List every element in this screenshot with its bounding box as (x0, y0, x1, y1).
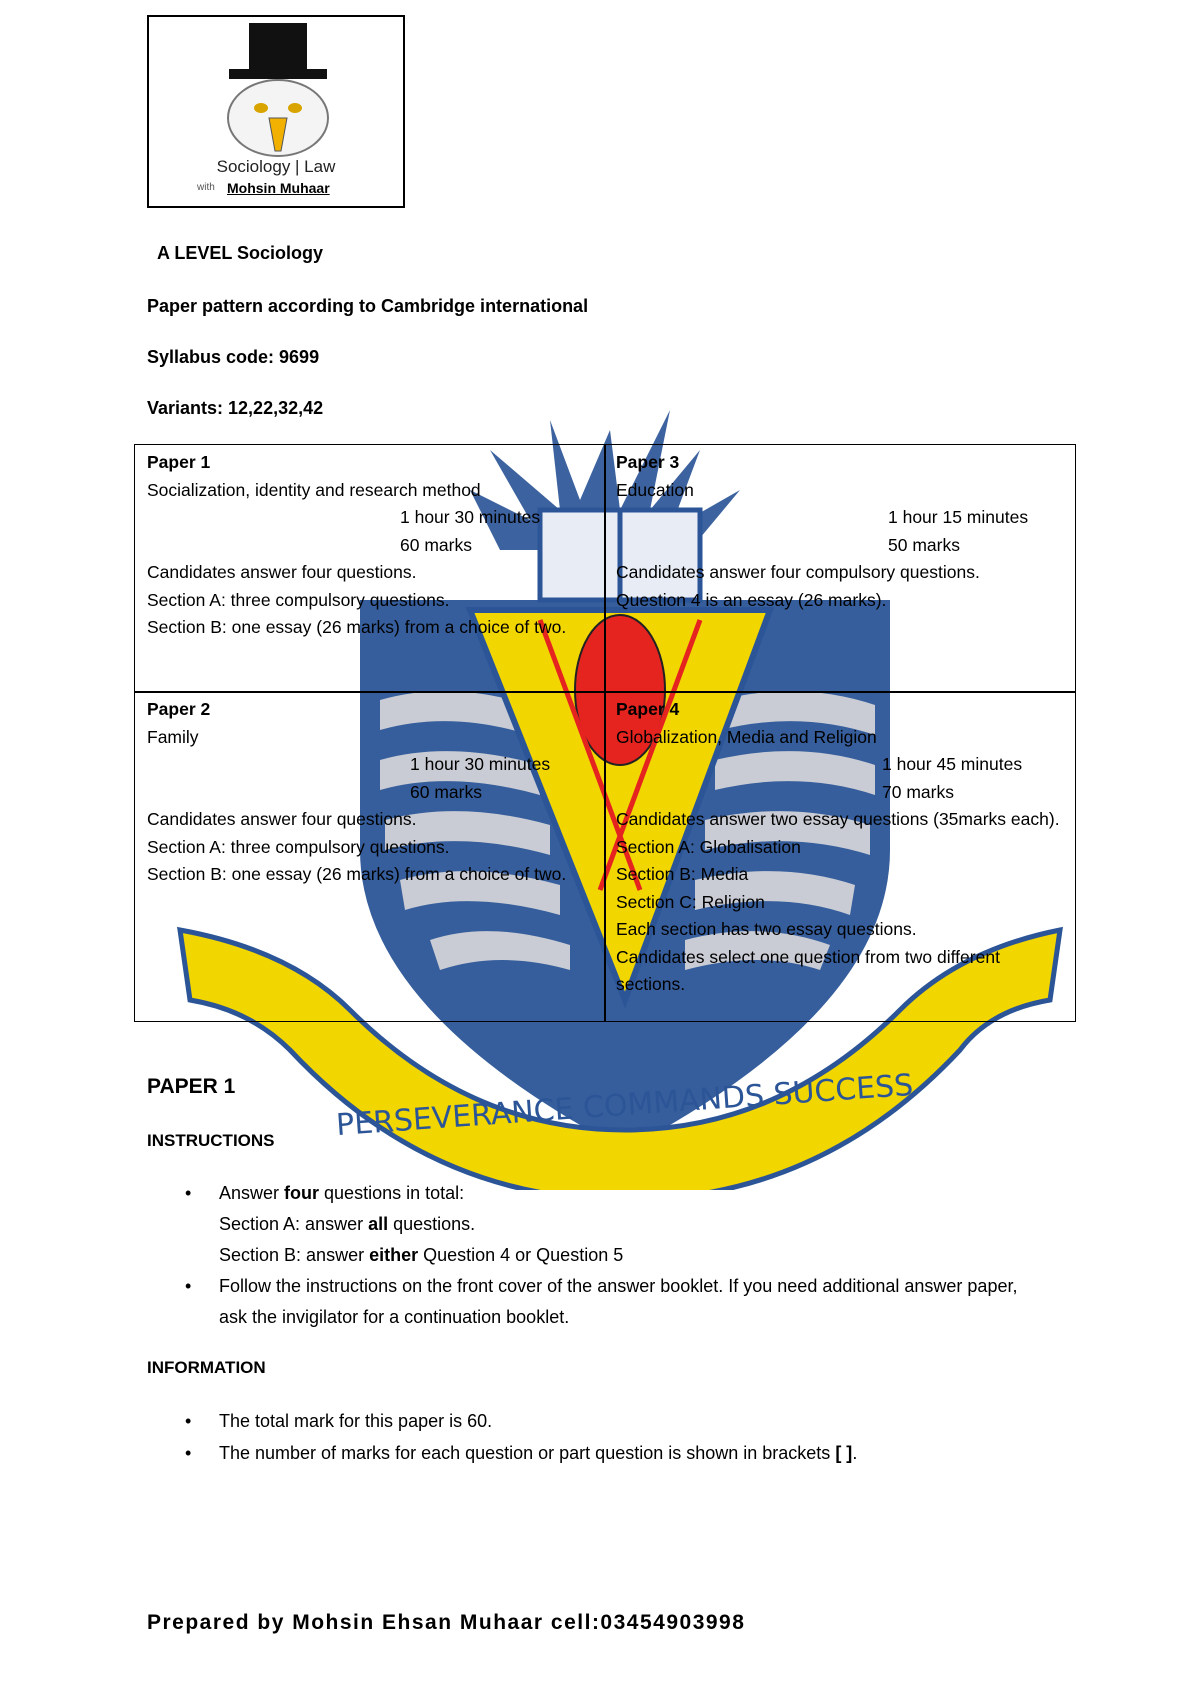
info-text: The total mark for this paper is 60. (219, 1411, 493, 1431)
text-run-bold: all (368, 1214, 389, 1234)
paper-name: Paper 2 (147, 699, 211, 719)
logo-box (147, 15, 405, 208)
eagle-logo-icon (219, 23, 337, 157)
text-run: questions in total: (319, 1183, 465, 1203)
logo-author: Mohsin Muhaar (227, 180, 330, 196)
motto-text: PERSEVERANCE COMMANDS SUCCESS (335, 1067, 915, 1144)
table-divider-vertical (604, 445, 606, 1021)
cell-paper-3 (616, 449, 1066, 614)
paper-detail-line: Section B: one essay (26 marks) from a choice of two. (147, 617, 567, 637)
information-list (147, 1405, 1047, 1469)
list-item (147, 1437, 1047, 1469)
text-run-bold: [ ] (835, 1443, 853, 1463)
paper-detail-line: Section B: Media (616, 864, 749, 884)
text-run: . (852, 1443, 858, 1463)
list-item (147, 1405, 1047, 1437)
paper-duration: 1 hour 30 minutes (410, 754, 551, 774)
paper-detail-line: Candidates answer four questions. (147, 562, 417, 582)
syllabus-code-line: Syllabus code: 9699 (147, 347, 320, 367)
paper-pattern-line: Paper pattern according to Cambridge international (147, 296, 589, 316)
text-run: Answer (219, 1183, 285, 1203)
bullet-icon: • (185, 1183, 192, 1203)
logo-title: Sociology | Law (216, 157, 336, 176)
logo-with-label: with (197, 182, 215, 193)
text-run: Question 4 or Question 5 (418, 1245, 624, 1265)
text-run: Section A: answer (219, 1214, 369, 1234)
paper-name: Paper 4 (616, 699, 680, 719)
paper-detail-line: Candidates answer four compulsory questions. (616, 562, 980, 582)
document-title: A LEVEL Sociology (157, 243, 324, 263)
paper-detail-line: Section A: Globalisation (616, 836, 801, 857)
paper-subject: Globalization, Media and Religion (616, 726, 877, 747)
paper-name: Paper 1 (147, 452, 211, 472)
paper-subject: Education (616, 479, 694, 500)
paper-detail-line: Candidates select one question from two different sections. (616, 946, 1000, 994)
cell-paper-1 (147, 449, 592, 642)
paper-detail-line: Section A: three compulsory questions. (147, 589, 450, 610)
paper-name: Paper 3 (616, 452, 680, 472)
variants-line: Variants: 12,22,32,42 (147, 398, 324, 418)
paper-detail-line: Section B: one essay (26 marks) from a choice of two. (147, 864, 567, 884)
paper-detail-line: Section A: three compulsory questions. (147, 836, 450, 857)
bullet-icon: • (185, 1443, 192, 1463)
text-run: questions. (388, 1214, 476, 1234)
paper-pattern-table (134, 444, 1076, 1022)
bullet-icon: • (185, 1276, 192, 1296)
paper-marks: 60 marks (410, 781, 482, 802)
table-divider-horizontal (135, 691, 1075, 693)
text-run-bold: four (284, 1183, 320, 1203)
paper-marks: 70 marks (882, 781, 954, 802)
list-item (147, 1271, 1047, 1333)
list-item (147, 1178, 1047, 1271)
information-heading: INFORMATION (147, 1358, 266, 1377)
text-run: The number of marks for each question or part question is shown in brackets (219, 1443, 836, 1463)
paper-subject: Socialization, identity and research method (147, 479, 481, 500)
paper-detail-line: Each section has two essay questions. (616, 919, 917, 939)
instruction-text: Follow the instructions on the front cover of the answer booklet. If you need additional answer paper, ask the invigilator for a continuation booklet. (219, 1276, 1018, 1327)
paper-detail-line: Candidates answer four questions. (147, 809, 417, 829)
text-run: Section B: answer (219, 1245, 370, 1265)
paper-marks: 60 marks (400, 534, 472, 555)
paper-subject: Family (147, 726, 199, 747)
paper-duration: 1 hour 45 minutes (882, 754, 1023, 774)
paper-detail-line: Candidates answer two essay questions (35marks each). (616, 809, 1060, 829)
paper-detail-line: Question 4 is an essay (26 marks). (616, 589, 887, 610)
paper-1-heading: PAPER 1 (147, 1075, 236, 1098)
paper-duration: 1 hour 15 minutes (888, 507, 1029, 527)
bullet-icon: • (185, 1411, 192, 1431)
instructions-heading: INSTRUCTIONS (147, 1131, 275, 1150)
cell-paper-4 (616, 696, 1066, 999)
paper-duration: 1 hour 30 minutes (400, 507, 541, 527)
cell-paper-2 (147, 696, 592, 889)
text-run-bold: either (369, 1245, 419, 1265)
paper-marks: 50 marks (888, 534, 960, 555)
paper-detail-line: Section C: Religion (616, 891, 765, 912)
instructions-list (147, 1178, 1047, 1333)
footer-prepared-by: Prepared by Mohsin Ehsan Muhaar cell:03454903998 (147, 1611, 746, 1634)
